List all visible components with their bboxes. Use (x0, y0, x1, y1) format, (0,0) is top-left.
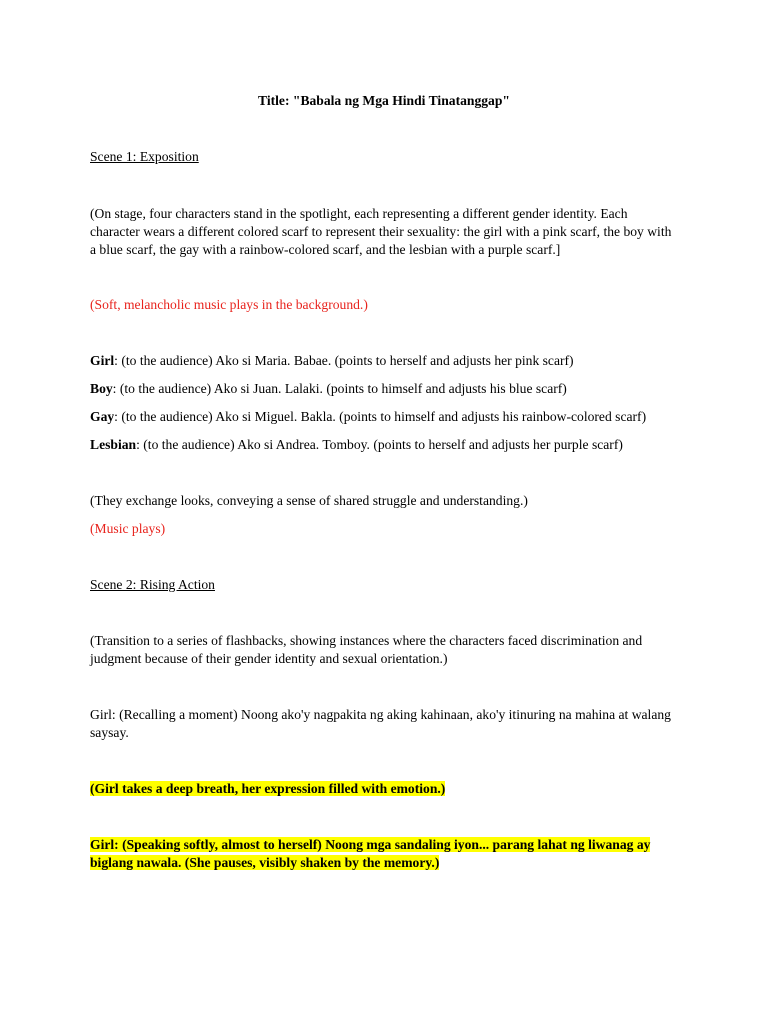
highlight-stage-direction (90, 780, 678, 798)
music-cue-1: (Soft, melancholic music plays in the background.) (90, 297, 368, 312)
dialogue-line-gay (90, 408, 678, 426)
line-text-gay: : (to the audience) Ako si Miguel. Bakla. (points to himself and adjusts his rainbow-colored scarf) (114, 409, 647, 424)
highlighted-text-1: (Girl takes a deep breath, her expression filled with emotion.) (90, 781, 446, 796)
music-cue-2: (Music plays) (90, 521, 166, 536)
line-text-lesbian: : (to the audience) Ako si Andrea. Tomboy. (points to herself and adjusts her purple scarf) (136, 437, 623, 452)
dialogue-line-boy (90, 380, 678, 398)
document-title: Title: "Babala ng Mga Hindi Tinatanggap" (258, 93, 510, 108)
line-text-girl: : (to the audience) Ako si Maria. Babae. (points to herself and adjusts her pink scarf) (114, 353, 574, 368)
scene2-heading: Scene 2: Rising Action (90, 577, 215, 592)
dialogue-line-girl (90, 352, 678, 370)
dialogue-line-lesbian (90, 436, 678, 454)
transition-paragraph: (Transition to a series of flashbacks, showing instances where the characters faced discrimination and judgment because of their gender identity and sexual orientation.) (90, 633, 643, 666)
speaker-gay: Gay (90, 409, 115, 424)
girl-recall-line: Girl: (Recalling a moment) Noong ako'y nagpakita ng aking kahinaan, ako'y itinuring na mahina at walang saysay. (90, 707, 671, 740)
highlight-dialogue (90, 836, 678, 872)
highlighted-text-2: Girl: (Speaking softly, almost to herself) Noong mga sandaling iyon... parang lahat ng liwanag ay biglang nawala. (She pauses, visibly shaken by the memory.) (90, 837, 651, 870)
speaker-girl: Girl (90, 353, 115, 368)
speaker-boy: Boy (90, 381, 113, 396)
line-text-boy: : (to the audience) Ako si Juan. Lalaki. (points to himself and adjusts his blue scarf) (112, 381, 567, 396)
speaker-lesbian: Lesbian (90, 437, 137, 452)
scene1-heading: Scene 1: Exposition (90, 149, 199, 164)
exchange-paragraph: (They exchange looks, conveying a sense of shared struggle and understanding.) (90, 493, 528, 508)
intro-paragraph: (On stage, four characters stand in the spotlight, each representing a different gender identity. Each character wears a different colored scarf to represent their sexuality: the girl with a pink scarf, the boy with a blue scarf, the gay with a rainbow-colored scarf, and the lesbian with a purple scarf.] (90, 206, 672, 257)
